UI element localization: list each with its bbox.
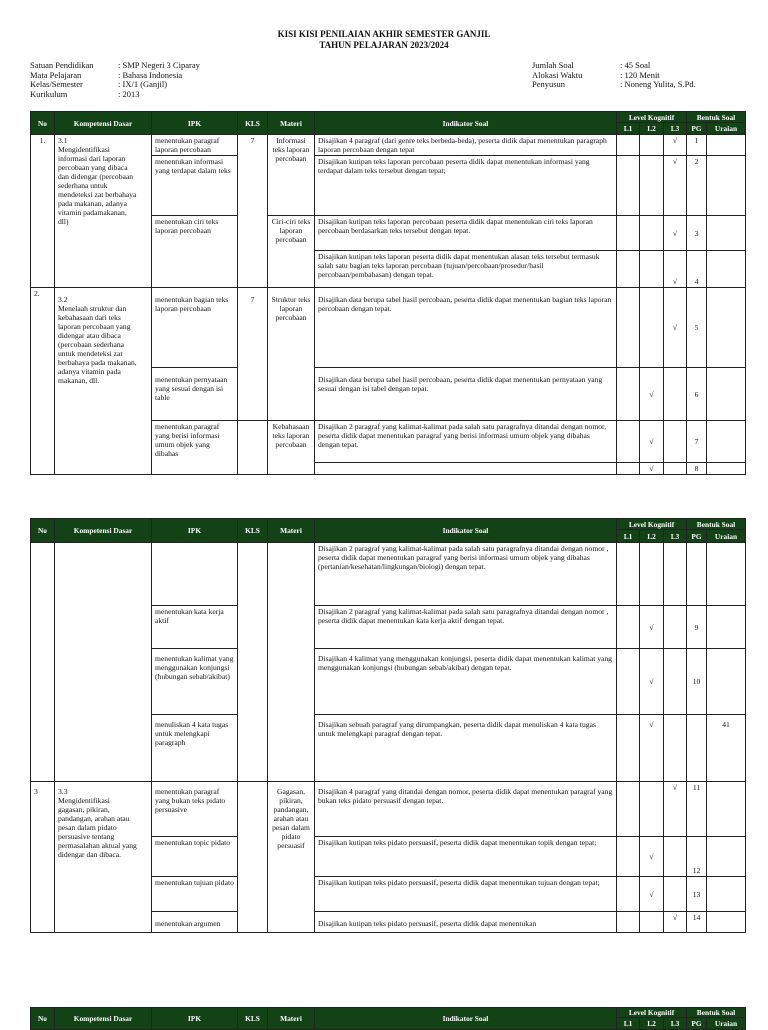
- row-number: [31, 782, 55, 933]
- header-ipk: IPK: [152, 519, 238, 543]
- pg-number: 12: [687, 837, 707, 877]
- indikator-cell: [315, 368, 617, 421]
- uraian-cell: [707, 463, 746, 475]
- l1-cell: [617, 606, 640, 649]
- check-mark: √: [664, 251, 687, 288]
- l2-cell: [640, 156, 664, 216]
- check-mark: √: [664, 782, 687, 837]
- kls-cell: 7: [238, 135, 268, 288]
- info-value: : Bahasa Indonesia: [118, 69, 183, 80]
- l2-cell: [640, 912, 664, 933]
- table-row: [31, 288, 746, 368]
- row-number-text: 3: [34, 787, 38, 796]
- header-row: [31, 112, 746, 123]
- indikator-cell: Disajikan kutipan teks pidato persuasif, peserta didik dapat menentukan topik dengan tepat;: [315, 837, 617, 877]
- kisi-table-page-3: [30, 1007, 746, 1030]
- header-indikator: Indikator Soal: [315, 1008, 617, 1030]
- info-value: : 2013: [118, 88, 140, 99]
- header-no: No: [31, 1008, 55, 1030]
- header-ipk: IPK: [152, 1008, 238, 1030]
- ipk-cell: [152, 288, 238, 368]
- ipk-cell: menentukan topic pidato: [152, 837, 238, 877]
- table-row: [31, 782, 746, 837]
- table-row: [31, 543, 746, 606]
- info-label: Kelas/Semester: [30, 79, 83, 90]
- header-level: Level Kognitif: [617, 112, 687, 123]
- header-level: Level Kognitif: [617, 1008, 687, 1018]
- l3-cell: [664, 421, 687, 463]
- l2-cell: [640, 782, 664, 837]
- indikator-text: Disajikan 4 kalimat yang menggunakan konjungsi, peserta didik dapat menentukan kalimat yang menggunakan konjungsi (hubungan sebab/akibat) dengan tepat.: [318, 654, 612, 672]
- header-pg: PG: [687, 123, 707, 135]
- check-mark: √: [640, 606, 664, 649]
- header-materi: Materi: [268, 1008, 315, 1030]
- ipk-cell: [152, 649, 238, 715]
- indikator-cell: Disajikan 2 paragraf yang kalimat-kalimat pada salah satu paragrafnya ditandai dengan nomor , peserta didik dapat menentukan paragraf yang berisi informasi umum objek yang dibahas (pertanian/kesehatan/lingkungan/biologi) dengan tepat.: [315, 543, 617, 606]
- check-mark: √: [664, 288, 687, 368]
- indikator-cell: Disajikan 2 paragraf yang kalimat-kalimat pada salah satu paragrafnya ditandai dengan nomor , peserta didik dapat menentukan kata kerja aktif dengan tepat.: [315, 606, 617, 649]
- header-l3: L3: [664, 123, 687, 135]
- uraian-cell: [707, 216, 746, 251]
- pg-number: 6: [687, 368, 707, 421]
- pg-cell: [687, 715, 707, 782]
- header-row: [31, 1008, 746, 1018]
- l1-cell: [617, 837, 640, 877]
- check-mark: √: [640, 368, 664, 421]
- uraian-cell: [707, 649, 746, 715]
- materi-text: Gagasan, pikiran, pandangan, arahan atau pesan dalam pidato persuasif: [272, 787, 310, 850]
- info-value: : 45 Soal: [620, 60, 651, 70]
- check-mark: √: [664, 912, 687, 933]
- kd-text: Mengidentifikasi gagasan, pikiran, pandangan, arahan atau pesan dalam pidato persuasive tentang permasalahan aktual yang didengar dan dibaca.: [58, 796, 137, 859]
- kls-cell: [238, 288, 268, 421]
- indikator-cell: Disajikan kutipan teks laporan percobaan peserta didik dapat menentukan informasi yang terdapat dalam teks tersebut dengan tepat;: [315, 156, 617, 216]
- indikator-text: Disajikan sebuah paragraf yang dirumpangkan, peserta didik dapat menuliskan 4 kata tugas untuk melengkapi paragraf dengan tepat.: [318, 720, 596, 738]
- header-no: No: [31, 519, 55, 543]
- header-materi: Materi: [268, 112, 315, 135]
- header-bentuk: Bentuk Soal: [687, 1008, 746, 1018]
- ipk-cell: [152, 368, 238, 421]
- info-label: Jumlah Soal: [532, 60, 574, 70]
- check-mark: √: [640, 463, 664, 475]
- ipk-text: menentukan pernyataan yang sesuai dengan isi table: [155, 375, 228, 402]
- l2-cell: [640, 251, 664, 288]
- table-row: [31, 135, 746, 156]
- check-text: √: [649, 720, 654, 729]
- indikator-text: Disajikan kutipan teks pidato persuasif, peserta didik dapat menentukan: [318, 919, 537, 928]
- l1-cell: [617, 156, 640, 216]
- l1-cell: [617, 912, 640, 933]
- info-label: Penyusun: [532, 79, 566, 90]
- indikator-cell: [315, 912, 617, 933]
- header-bentuk: Bentuk Soal: [687, 519, 746, 530]
- pg-number: 8: [687, 463, 707, 475]
- indikator-cell: Disajikan 4 paragraf (dari genre teks berbeda-beda), peserta didik dapat menentukan paragraph laporan percobaan dengan tepat: [315, 135, 617, 156]
- indikator-cell: Disajikan 2 paragraf yang kalimat-kalimat pada salah satu paragrafnya ditandai dengan nomor, peserta didik dapat menentukan paragraf yang berisi informasi umum objek yang dibahas dengan tepat.: [315, 421, 617, 463]
- materi-cell: Ciri-ciri teks laporan percobaan: [268, 216, 315, 288]
- header-uraian: Uraian: [707, 123, 746, 135]
- l3-cell: [664, 649, 687, 715]
- indikator-cell: [315, 715, 617, 782]
- l2-cell: [640, 543, 664, 606]
- header-kls: KLS: [238, 1008, 268, 1030]
- check-mark: √: [640, 421, 664, 463]
- kompetensi-dasar: [55, 782, 152, 933]
- indikator-cell: Disajikan kutipan teks laporan percobaan peserta didik dapat menentukan ciri teks laporan percobaan berdasarkan teks tersebut dengan tepat.: [315, 216, 617, 251]
- check-mark: √: [640, 837, 664, 877]
- info-right: [532, 61, 696, 90]
- uraian-cell: [707, 288, 746, 368]
- header-kls: KLS: [238, 519, 268, 543]
- check-mark: √: [640, 649, 664, 715]
- pg-number: 11: [687, 782, 707, 837]
- uraian-cell: [707, 837, 746, 877]
- info-label: Mata Pelajaran: [30, 69, 82, 80]
- kd-text: Menelaah struktur dan kebahasaan dari teks laporan percobaan yang didengar atau dibaca (percobaan sederhana untuk mendeteksi zat berbahaya pada makanan, adanya vitamin pada makanan, dll.: [58, 304, 137, 385]
- pg-number: 5: [687, 288, 707, 368]
- l1-cell: [617, 288, 640, 368]
- uraian-number: [707, 715, 746, 782]
- header-uraian: Uraian: [707, 530, 746, 543]
- header-kd: Kompetensi Dasar: [55, 1008, 152, 1030]
- pg-number: 4: [687, 251, 707, 288]
- pg-number: 13: [687, 877, 707, 912]
- header-l3: L3: [664, 1018, 687, 1030]
- ipk-text: menuliskan 4 kata tugas untuk melengkapi paragraph: [155, 720, 229, 747]
- ipk-text: menentukan bagian teks laporan percobaan: [155, 295, 229, 313]
- kd-number: 3.3: [58, 787, 68, 796]
- header-row: [31, 519, 746, 530]
- ipk-cell: menentukan tujuan pidato: [152, 877, 238, 912]
- l3-cell: [664, 877, 687, 912]
- header-uraian: Uraian: [707, 1018, 746, 1030]
- materi-cell: [268, 288, 315, 421]
- header-l2: L2: [640, 1018, 664, 1030]
- info-value: : Noneng Yulita, S.Pd.: [620, 79, 696, 90]
- ipk-cell: menentukan paragraf yang berisi informasi umum objek yang dibahas: [152, 421, 238, 475]
- header-kd: Kompetensi Dasar: [55, 519, 152, 543]
- ipk-cell: [152, 782, 238, 837]
- pg-number: 9: [687, 606, 707, 649]
- l3-cell: [664, 606, 687, 649]
- header-materi: Materi: [268, 519, 315, 543]
- uraian-cell: [707, 877, 746, 912]
- l1-cell: [617, 649, 640, 715]
- check-mark: √: [664, 135, 687, 156]
- row-number: 1.: [31, 135, 55, 288]
- header-l2: L2: [640, 123, 664, 135]
- kls-cell: [238, 421, 268, 475]
- header-l1: L1: [617, 1018, 640, 1030]
- row-number: 2.: [31, 288, 55, 475]
- ipk-cell: [152, 715, 238, 782]
- info-left: [30, 61, 200, 99]
- indikator-cell: [315, 782, 617, 837]
- header-pg: PG: [687, 530, 707, 543]
- kd-number: 3.2: [58, 295, 68, 304]
- indikator-text: Disajikan 4 paragraf yang ditandai dengan nomor, peserta didik dapat menentukan paragraf yang bukan teks pidato persuasif dengan tepat.: [318, 787, 613, 805]
- materi-cell: [268, 782, 315, 933]
- header-bentuk: Bentuk Soal: [687, 112, 746, 123]
- header-indikator: Indikator Soal: [315, 112, 617, 135]
- ipk-cell: menentukan paragraf laporan percobaan: [152, 135, 238, 156]
- indikator-cell: [315, 649, 617, 715]
- l1-cell: [617, 368, 640, 421]
- l1-cell: [617, 782, 640, 837]
- l2-cell: [640, 216, 664, 251]
- kls-text: 7: [250, 295, 255, 304]
- document-title: KISI KISI PENILAIAN AKHIR SEMESTER GANJIL: [277, 29, 491, 39]
- materi-cell: Informasi teks laporan percobaan: [268, 135, 315, 216]
- l1-cell: [617, 421, 640, 463]
- indikator-cell: Disajikan kutipan teks pidato persuasif, peserta didik dapat menentukan tujuan dengan tepat;: [315, 877, 617, 912]
- ipk-cell: menentukan informasi yang terdapat dalam teks: [152, 156, 238, 216]
- l1-cell: [617, 877, 640, 912]
- kisi-table-page-1: [30, 111, 746, 475]
- pg-number: 10: [687, 649, 707, 715]
- kompetensi-dasar: [55, 288, 152, 475]
- page-break: [0, 944, 768, 1004]
- kls-cell: [238, 782, 268, 933]
- indikator-cell: Disajikan kutipan teks laporan peserta didik dapat menentukan alasan teks tersebut termasuk salah satu bagian teks laporan percobaan (tujuan/percobaan/prosedur/hasil percobaan/pembahasan) dengan tepat.: [315, 251, 617, 288]
- document-subtitle: TAHUN PELAJARAN 2023/2024: [319, 40, 449, 50]
- pg-cell: [687, 543, 707, 606]
- pg-number: 14: [687, 912, 707, 933]
- indikator-cell: [315, 288, 617, 368]
- header-no: No: [31, 112, 55, 135]
- header-kd: Kompetensi Dasar: [55, 112, 152, 135]
- indikator-cell: [315, 463, 617, 475]
- ipk-cell: menentukan ciri teks laporan percobaan: [152, 216, 238, 288]
- l1-cell: [617, 715, 640, 782]
- check-mark: √: [664, 156, 687, 216]
- check-mark: [640, 715, 664, 782]
- info-label: Kurikulum: [30, 88, 68, 99]
- kls-cell: [238, 543, 268, 782]
- l1-cell: [617, 543, 640, 606]
- l1-cell: [617, 135, 640, 156]
- uraian-cell: [707, 912, 746, 933]
- row-number: [31, 543, 55, 782]
- l3-cell: [664, 715, 687, 782]
- l1-cell: [617, 463, 640, 475]
- header-pg: PG: [687, 1018, 707, 1030]
- pg-number: 2: [687, 156, 707, 216]
- header-l1: L1: [617, 530, 640, 543]
- kompetensi-dasar: [55, 543, 152, 782]
- header-level: Level Kognitif: [617, 519, 687, 530]
- ipk-text: menentukan kalimat yang menggunakan konjungsi (hubungan sebab/akibat): [155, 654, 234, 681]
- ipk-text: menentukan paragraf yang bukan teks pidato persuasive: [155, 787, 226, 814]
- l2-cell: [640, 288, 664, 368]
- header-l3: L3: [664, 530, 687, 543]
- check-mark: √: [664, 216, 687, 251]
- pg-number: 1: [687, 135, 707, 156]
- uraian-cell: [707, 156, 746, 216]
- uraian-cell: [707, 543, 746, 606]
- info-label: Satuan Pendidikan: [30, 60, 94, 70]
- header-l2: L2: [640, 530, 664, 543]
- header-indikator: Indikator Soal: [315, 519, 617, 543]
- kisi-table-page-2: [30, 518, 746, 933]
- pg-number: 7: [687, 421, 707, 463]
- uraian-cell: [707, 251, 746, 288]
- l3-cell: [664, 543, 687, 606]
- pg-number: 3: [687, 216, 707, 251]
- info-value: : IX/1 (Ganjil): [118, 79, 168, 90]
- header-l1: L1: [617, 123, 640, 135]
- materi-cell: Kebahasaan teks laporan percobaan: [268, 421, 315, 475]
- uraian-cell: [707, 368, 746, 421]
- header-kls: KLS: [238, 112, 268, 135]
- header-ipk: IPK: [152, 112, 238, 135]
- l1-cell: [617, 251, 640, 288]
- l3-cell: [664, 463, 687, 475]
- ipk-cell: menentukan kata kerja aktif: [152, 606, 238, 649]
- kompetensi-dasar: [55, 135, 152, 288]
- kd-text: Mengidentifikasi informasi dari laporan percobaan yang dibaca dan didengar (percobaan sederhana untuk mendeteksi zat berbahaya pada makanan, adanya vitamin padamakanan, dll): [58, 145, 137, 226]
- materi-text: Struktur teks laporan percobaan: [271, 295, 311, 322]
- info-value: : 120 Menit: [620, 69, 660, 80]
- ipk-cell: [152, 912, 238, 933]
- l2-cell: [640, 135, 664, 156]
- l1-cell: [617, 216, 640, 251]
- l3-cell: [664, 368, 687, 421]
- uraian-text: 41: [722, 720, 730, 729]
- kd-number: 3.1: [58, 136, 68, 145]
- ipk-text: menentukan argumen: [155, 919, 221, 928]
- indikator-text: Disajikan data berupa tabel hasil percobaan, peserta didik dapat menentukan bagian teks laporan percobaan dengan tepat.: [318, 295, 612, 313]
- indikator-text: Disajikan data berupa tabel hasil percobaan, peserta didik dapat menentukan pernyataan yang sesuai dengan isi tabel dengan tepat.: [318, 375, 603, 393]
- uraian-cell: [707, 606, 746, 649]
- info-value: : SMP Negeri 3 Ciparay: [118, 60, 200, 70]
- l3-cell: [664, 837, 687, 877]
- ipk-cell: [152, 543, 238, 606]
- uraian-cell: [707, 421, 746, 463]
- uraian-cell: [707, 782, 746, 837]
- check-mark: √: [640, 877, 664, 912]
- uraian-cell: [707, 135, 746, 156]
- materi-cell: [268, 543, 315, 782]
- info-label: Alokasi Waktu: [532, 69, 583, 80]
